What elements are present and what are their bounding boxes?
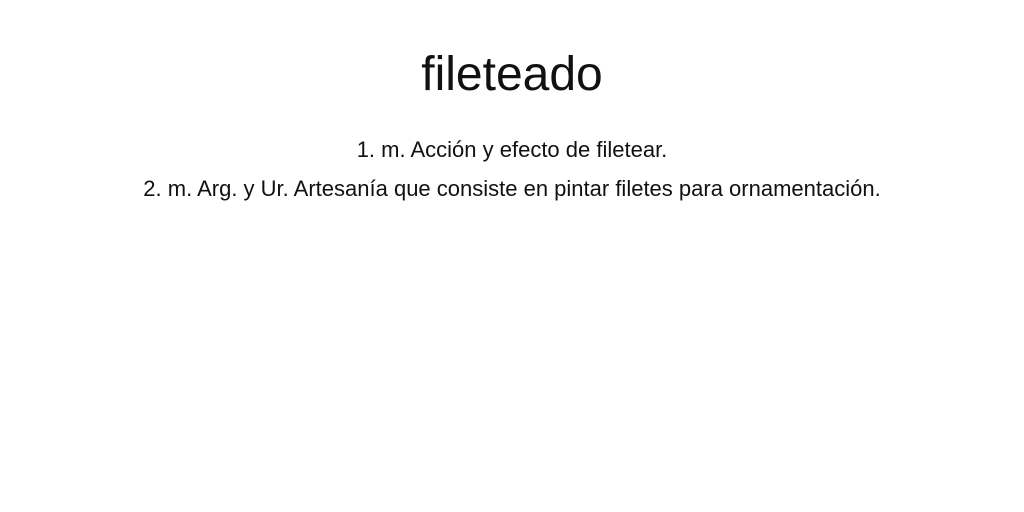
headword-title: fileteado [421,48,603,101]
definition-1: 1. m. Acción y efecto de filetear. [356,137,668,162]
definition-2: 2. m. Arg. y Ur. Artesanía que consiste en pintar filetes para ornamentación. [143,176,881,201]
definition-list [0,130,1024,208]
